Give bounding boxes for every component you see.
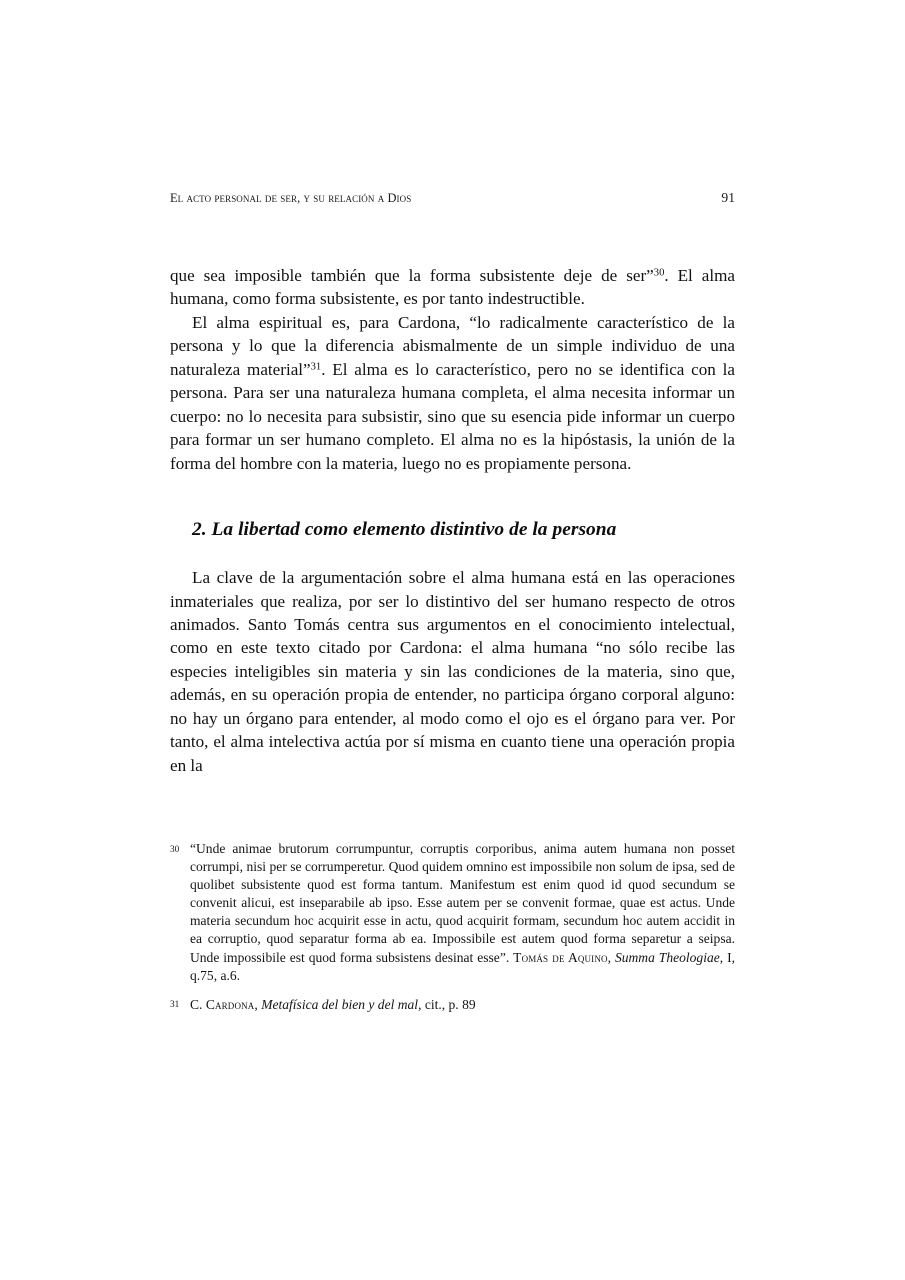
page-number: 91 (721, 190, 735, 205)
section-heading: 2. La libertad como elemento distintivo de la persona (192, 519, 617, 541)
paragraph-continued (170, 264, 735, 311)
footnote-latin-quote: “Unde animae brutorum corrumpuntur, corruptis corporibus, anima autem humana non posset corrumpi, nisi per se corrumperetur. Quod quidem omnino est impossibile non solum de ipsa, sed de quolibet subsistente quod est forma tantum. Manifestum est enim quod id quod secundum se convenit alicui, est inseparabile ab ipso. Esse autem per se convenit formae, quae est actus. Unde materia secundum hoc acquirit esse in actu, quod acquirit formam, secundum hoc autem accidit in ea corruptio, quod separatur forma ab ea. Impossibile est autem quod forma separetur a seipsa. Unde impossibile est quod forma subsistens desinat esse”. (190, 841, 735, 965)
footnote-author-prefix: C. (190, 996, 206, 1012)
footnote-reference-30[interactable]: 30 (653, 267, 665, 279)
paragraph-text-before-ref: El alma espiritual es, para Cardona, “lo radicalmente característico de la persona y lo que la diferencia abismalmente de un simple individuo de una naturaleza material” (170, 312, 735, 379)
running-head-title: El acto personal de ser, y su relación a Dios (170, 191, 412, 205)
footnote-author-separator: , (607, 949, 615, 965)
footnote-number: 31 (170, 999, 180, 1010)
paragraph-text-before-ref: que sea imposible también que la forma subsistente deje de ser” (170, 266, 654, 285)
footnote-work-title: Summa Theologiae (614, 949, 720, 965)
footnote-reference-31[interactable]: 31 (310, 361, 322, 373)
footnote-locus: , I, q.75, a.6. (190, 949, 735, 983)
paragraph-alma-espiritual (170, 311, 735, 475)
footnote-area (170, 820, 735, 1014)
footnote-spacer (170, 820, 735, 840)
footnote-number: 30 (170, 843, 180, 854)
footnote-31 (170, 996, 735, 1014)
footnote-author: Tomás de Aquino (513, 949, 608, 965)
footnote-author-separator: , (254, 996, 262, 1012)
footnote-author: Cardona (205, 996, 255, 1012)
running-head (170, 190, 735, 208)
spacer-before-heading (170, 475, 735, 517)
footnote-text (190, 840, 735, 985)
spacer-after-heading (170, 543, 735, 566)
paragraph-text-after-ref: . El alma humana, como forma subsistente, es por tanto indestructible. (170, 266, 736, 309)
footnote-text (190, 997, 476, 1012)
footnote-work-title: Metafísica del bien y del mal (261, 996, 419, 1012)
paragraph-text-after-ref: . El alma es lo característico, pero no se identifica con la persona. Para ser una naturaleza humana completa, el alma necesita informar un cuerpo: no lo necesita para subsistir, sino que su esencia pide informar un cuerpo para formar un ser humano completo. El alma no es la hipóstasis, la unión de la forma del hombre con la materia, luego no es propiamente persona. (170, 359, 736, 473)
footnote-30 (170, 840, 735, 985)
paragraph-la-clave: La clave de la argumentación sobre el alma humana está en las operaciones inmateriales que realiza, por ser lo distintivo del ser humano respecto de otros animados. Santo Tomás centra sus argumentos en el conocimiento intelectual, como en este texto citado por Cardona: el alma humana “no sólo recibe las especies inteligibles sin materia y sin las condiciones de la materia, sino que, además, en su operación propia de entender, no participa órgano corporal alguno: no hay un órgano para entender, al modo como el ojo es el órgano para ver. Por tanto, el alma intelectiva actúa por sí misma en cuanto tiene una operación propia en la (170, 568, 735, 775)
body-text-block (170, 264, 735, 777)
footnote-locus: , cit., p. 89 (418, 996, 476, 1012)
